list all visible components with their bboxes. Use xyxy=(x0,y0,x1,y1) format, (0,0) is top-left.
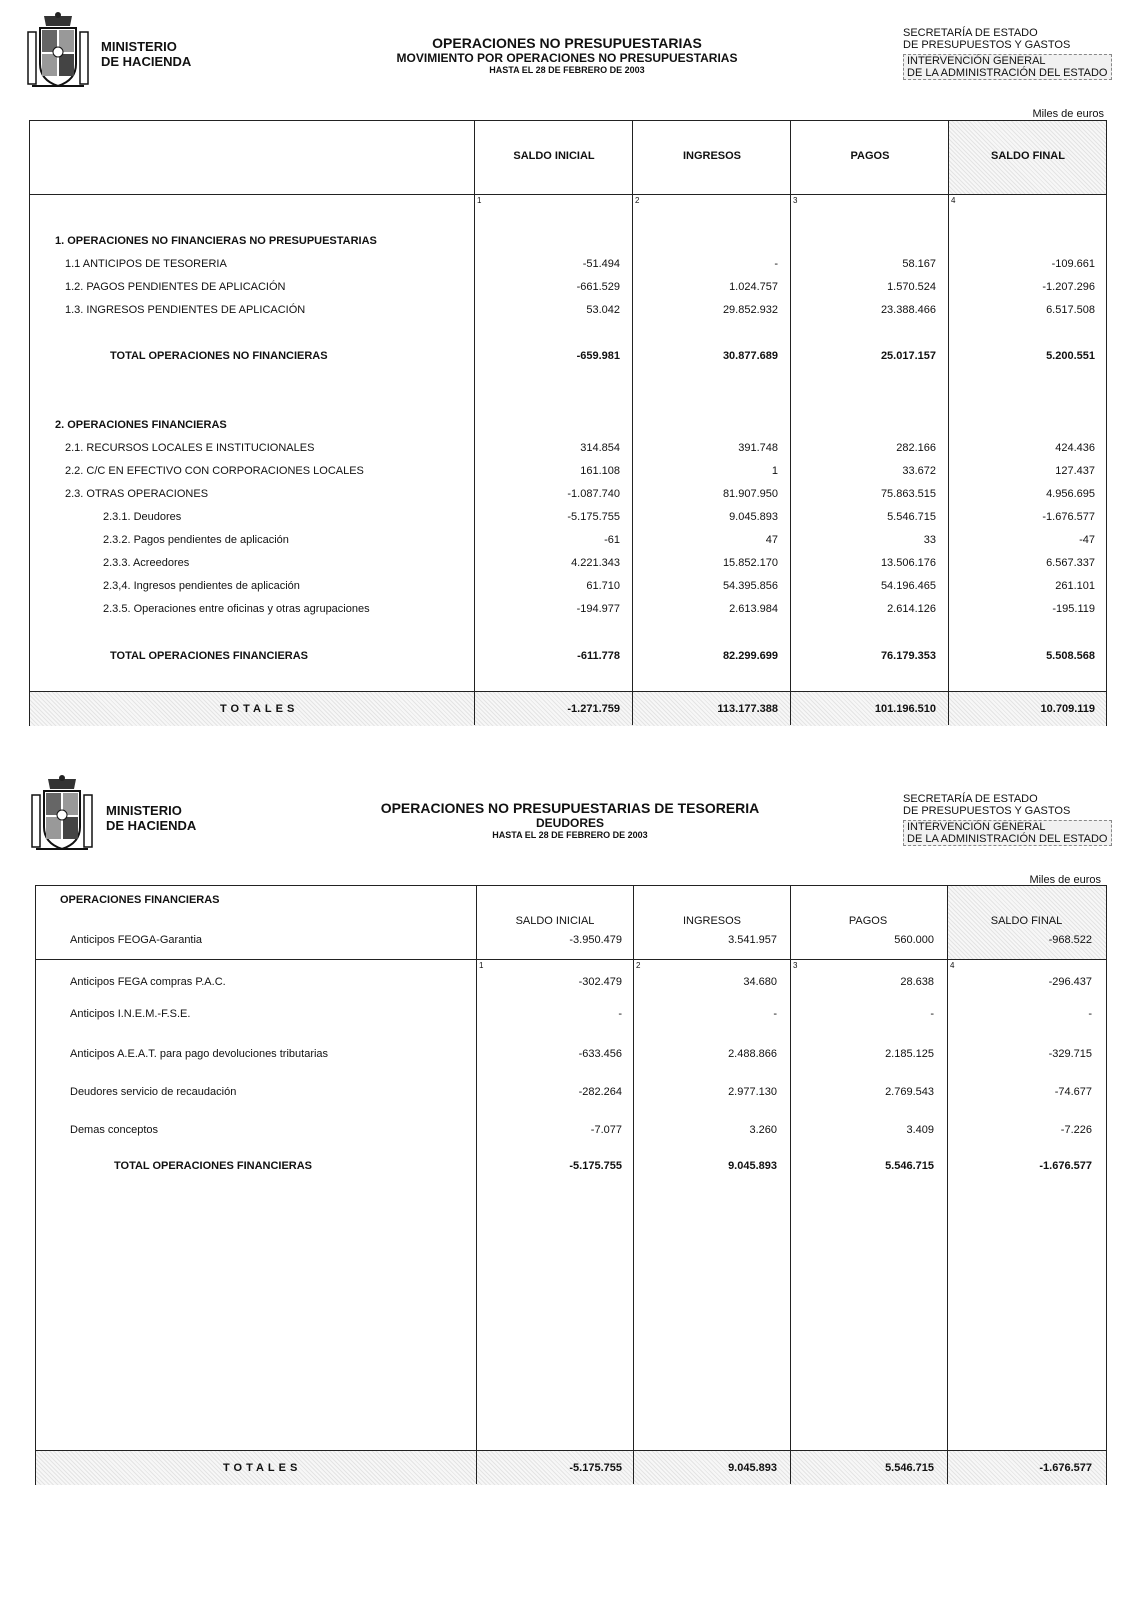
cell-saldo-inicial: 61.710 xyxy=(586,580,620,592)
cell-ingresos: 2.488.866 xyxy=(728,1048,777,1060)
movement-table xyxy=(29,120,1107,726)
col-number-4: 4 xyxy=(951,196,956,205)
cell-pagos: 33 xyxy=(923,534,936,546)
row-label: TOTAL OPERACIONES FINANCIERAS xyxy=(110,650,309,662)
cell-pagos: 2.769.543 xyxy=(885,1086,934,1098)
cell-saldo-inicial: 161.108 xyxy=(580,465,620,477)
cell-pagos: 33.672 xyxy=(902,465,936,477)
intervencion-line-2: DE LA ADMINISTRACIÓN DEL ESTADO xyxy=(907,833,1108,845)
cell-saldo-final: -1.207.296 xyxy=(1042,281,1095,293)
cell-saldo-inicial: -194.977 xyxy=(576,603,620,615)
row-label: 1.2. PAGOS PENDIENTES DE APLICACIÓN xyxy=(65,281,286,293)
table-row xyxy=(30,442,1106,458)
deudores-table xyxy=(35,885,1107,1485)
totals-saldo-inicial: -1.271.759 xyxy=(567,703,620,715)
table-row xyxy=(30,534,1106,550)
cell-saldo-final: 424.436 xyxy=(1055,442,1095,454)
totals-saldo-inicial: -5.175.755 xyxy=(569,1462,622,1474)
cell-saldo-inicial: 53.042 xyxy=(586,304,620,316)
col-number-3: 3 xyxy=(793,196,798,205)
report-subtitle: MOVIMIENTO POR OPERACIONES NO PRESUPUESTARIAS xyxy=(396,51,738,65)
totals-pagos: 5.546.715 xyxy=(885,1462,934,1474)
row-label: 2.1. RECURSOS LOCALES E INSTITUCIONALES xyxy=(65,442,315,454)
row-label: Anticipos FEGA compras P.A.C. xyxy=(70,976,226,988)
cell-saldo-final: 5.508.568 xyxy=(1046,650,1095,662)
report-title-block xyxy=(330,35,804,76)
cell-ingresos: 9.045.893 xyxy=(729,511,778,523)
row-label: 2.3. OTRAS OPERACIONES xyxy=(65,488,209,500)
table-row xyxy=(30,557,1106,573)
cell-ingresos: 47 xyxy=(765,534,778,546)
cell-pagos: 282.166 xyxy=(896,442,936,454)
table-row xyxy=(36,1124,1106,1140)
ministry-line-2: DE HACIENDA xyxy=(106,818,197,833)
units-label: Miles de euros xyxy=(1032,108,1104,120)
cell-saldo-final: 6.567.337 xyxy=(1046,557,1095,569)
ministry-line-1: MINISTERIO xyxy=(101,39,177,54)
cell-saldo-final: -109.661 xyxy=(1051,258,1095,270)
table-header xyxy=(30,121,1106,195)
cell-pagos: 3.409 xyxy=(906,1124,934,1136)
report-date: HASTA EL 28 DE FEBRERO DE 2003 xyxy=(492,830,648,840)
row-label: Demas conceptos xyxy=(70,1124,159,1136)
totals-ingresos: 9.045.893 xyxy=(728,1462,777,1474)
cell-saldo-final: -296.437 xyxy=(1048,976,1092,988)
cell-saldo-inicial: -1.087.740 xyxy=(567,488,620,500)
table-row xyxy=(30,304,1106,320)
cell-saldo-inicial: 314.854 xyxy=(580,442,620,454)
cell-pagos: 2.185.125 xyxy=(885,1048,934,1060)
cell-ingresos: 2.977.130 xyxy=(728,1086,777,1098)
cell-ingresos: 1.024.757 xyxy=(729,281,778,293)
row-label: 2.2. C/C EN EFECTIVO CON CORPORACIONES LOCALES xyxy=(65,465,364,477)
cell-pagos: 5.546.715 xyxy=(885,1160,934,1172)
totals-saldo-final: 10.709.119 xyxy=(1040,703,1095,715)
cell-saldo-inicial: - xyxy=(618,1008,622,1020)
table-row xyxy=(30,258,1106,274)
ministry-name xyxy=(101,39,191,69)
secretaria-block xyxy=(903,793,1112,846)
intervencion-line-2: DE LA ADMINISTRACIÓN DEL ESTADO xyxy=(907,67,1108,79)
cell-pagos: 13.506.176 xyxy=(880,557,936,569)
col-header-ingresos: INGRESOS xyxy=(682,150,742,162)
col-number-4: 4 xyxy=(950,961,955,970)
cell-saldo-inicial: -611.778 xyxy=(577,650,620,662)
table-row xyxy=(30,650,1106,666)
cell-pagos: 54.196.465 xyxy=(880,580,936,592)
row-label: Anticipos I.N.E.M.-F.S.E. xyxy=(70,1008,191,1020)
row-label: 2. OPERACIONES FINANCIERAS xyxy=(55,419,227,431)
table-row xyxy=(30,235,1106,251)
row-label: 2.3.2. Pagos pendientes de aplicación xyxy=(103,534,289,546)
secretaria-line-2: DE PRESUPUESTOS Y GASTOS xyxy=(903,805,1071,817)
row-label: 1.3. INGRESOS PENDIENTES DE APLICACIÓN xyxy=(65,304,306,316)
cell-ingresos: 30.877.689 xyxy=(722,350,778,362)
row-label: TOTAL OPERACIONES NO FINANCIERAS xyxy=(110,350,328,362)
cell-saldo-inicial: -282.264 xyxy=(578,1086,622,1098)
report-title: OPERACIONES NO PRESUPUESTARIAS xyxy=(432,35,702,51)
cell-pagos: 76.179.353 xyxy=(880,650,936,662)
totals-label: TOTALES xyxy=(223,1462,302,1474)
report-2 xyxy=(0,765,1148,1599)
intervencion-box xyxy=(903,820,1112,846)
cell-saldo-final: 4.956.695 xyxy=(1046,488,1095,500)
col-header-saldo-inicial: SALDO INICIAL xyxy=(515,915,595,927)
cell-saldo-inicial: -633.456 xyxy=(578,1048,622,1060)
cell-ingresos: 81.907.950 xyxy=(722,488,778,500)
table-row xyxy=(36,934,1106,950)
row-label: TOTAL OPERACIONES FINANCIERAS xyxy=(114,1160,313,1172)
cell-ingresos: 34.680 xyxy=(743,976,777,988)
row-label: 2.3.1. Deudores xyxy=(103,511,182,523)
report-title: OPERACIONES NO PRESUPUESTARIAS DE TESORERIA xyxy=(380,800,760,816)
ministry-line-1: MINISTERIO xyxy=(106,803,182,818)
row-label: 1. OPERACIONES NO FINANCIERAS NO PRESUPUESTARIAS xyxy=(55,235,377,247)
secretaria-line-2: DE PRESUPUESTOS Y GASTOS xyxy=(903,39,1071,51)
cell-saldo-final: -1.676.577 xyxy=(1039,1160,1092,1172)
col-number-2: 2 xyxy=(636,961,641,970)
cell-ingresos: - xyxy=(773,1008,777,1020)
cell-pagos: 23.388.466 xyxy=(880,304,936,316)
cell-saldo-final: - xyxy=(1088,1008,1092,1020)
totals-row xyxy=(36,1462,1106,1478)
table-row xyxy=(30,488,1106,504)
cell-ingresos: 9.045.893 xyxy=(728,1160,777,1172)
coat-of-arms-icon xyxy=(30,773,94,855)
col-number-2: 2 xyxy=(635,196,640,205)
coat-of-arms-icon xyxy=(26,10,90,92)
report-subtitle: DEUDORES xyxy=(535,816,604,830)
cell-ingresos: 54.395.856 xyxy=(722,580,778,592)
cell-pagos: 5.546.715 xyxy=(887,511,936,523)
row-label: Anticipos FEOGA-Garantia xyxy=(70,934,203,946)
cell-saldo-inicial: -659.981 xyxy=(576,350,620,362)
secretaria-line-1: SECRETARÍA DE ESTADO xyxy=(903,793,1038,805)
row-label: 1.1 ANTICIPOS DE TESORERIA xyxy=(65,258,227,270)
totals-pagos: 101.196.510 xyxy=(874,703,936,715)
table-row xyxy=(30,281,1106,297)
cell-saldo-inicial: 4.221.343 xyxy=(571,557,620,569)
table-row xyxy=(30,350,1106,366)
cell-pagos: 75.863.515 xyxy=(880,488,936,500)
cell-pagos: 2.614.126 xyxy=(887,603,936,615)
col-header-saldo-final: SALDO FINAL xyxy=(990,915,1063,927)
cell-saldo-final: -7.226 xyxy=(1060,1124,1092,1136)
table-row xyxy=(36,1048,1106,1064)
cell-saldo-final: -968.522 xyxy=(1048,934,1092,946)
row-label: Deudores servicio de recaudación xyxy=(70,1086,237,1098)
table-row xyxy=(30,580,1106,596)
cell-pagos: 1.570.524 xyxy=(887,281,936,293)
secretaria-line-1: SECRETARÍA DE ESTADO xyxy=(903,27,1038,39)
cell-saldo-inicial: -302.479 xyxy=(578,976,622,988)
table-row xyxy=(36,976,1106,992)
report-title-block xyxy=(330,800,810,841)
totals-saldo-final: -1.676.577 xyxy=(1039,1462,1092,1474)
cell-ingresos: 1 xyxy=(771,465,778,477)
cell-pagos: 58.167 xyxy=(902,258,936,270)
cell-pagos: 28.638 xyxy=(900,976,934,988)
col-number-3: 3 xyxy=(793,961,798,970)
cell-saldo-inicial: -61 xyxy=(604,534,620,546)
cell-saldo-final: -195.119 xyxy=(1052,603,1095,615)
secretaria-block xyxy=(903,27,1112,80)
cell-ingresos: 391.748 xyxy=(738,442,778,454)
row-label: OPERACIONES FINANCIERAS xyxy=(60,894,220,906)
table-row xyxy=(36,1086,1106,1102)
table-row xyxy=(36,1160,1106,1176)
cell-saldo-inicial: -51.494 xyxy=(582,258,620,270)
col-number-1: 1 xyxy=(479,961,484,970)
col-header-saldo-inicial: SALDO INICIAL xyxy=(513,150,595,162)
table-row xyxy=(30,511,1106,527)
col-header-pagos: PAGOS xyxy=(850,150,890,162)
cell-saldo-inicial: -5.175.755 xyxy=(569,1160,622,1172)
col-header-pagos: PAGOS xyxy=(848,915,888,927)
totals-label: TOTALES xyxy=(220,703,299,715)
cell-saldo-inicial: -7.077 xyxy=(590,1124,622,1136)
col-number-1: 1 xyxy=(477,196,482,205)
units-label: Miles de euros xyxy=(1029,874,1101,886)
intervencion-line-1: INTERVENCIÓN GENERAL xyxy=(907,821,1046,833)
col-header-ingresos: INGRESOS xyxy=(682,915,742,927)
cell-saldo-inicial: -661.529 xyxy=(576,281,620,293)
cell-pagos: - xyxy=(930,1008,934,1020)
cell-saldo-inicial: -5.175.755 xyxy=(567,511,620,523)
cell-saldo-final: -74.677 xyxy=(1054,1086,1092,1098)
cell-ingresos: 3.541.957 xyxy=(728,934,777,946)
cell-pagos: 560.000 xyxy=(894,934,934,946)
table-row xyxy=(30,603,1106,619)
cell-saldo-final: 261.101 xyxy=(1055,580,1095,592)
cell-ingresos: 82.299.699 xyxy=(722,650,778,662)
cell-saldo-final: 5.200.551 xyxy=(1046,350,1095,362)
row-label: Anticipos A.E.A.T. para pago devoluciones tributarias xyxy=(70,1048,329,1060)
cell-saldo-final: -329.715 xyxy=(1048,1048,1092,1060)
cell-saldo-final: -47 xyxy=(1079,534,1095,546)
cell-ingresos: 3.260 xyxy=(749,1124,777,1136)
cell-saldo-inicial: -3.950.479 xyxy=(569,934,622,946)
report-date: HASTA EL 28 DE FEBRERO DE 2003 xyxy=(489,65,645,75)
row-label: 2.3.3. Acreedores xyxy=(103,557,190,569)
table-row xyxy=(36,894,1106,910)
cell-saldo-final: 6.517.508 xyxy=(1046,304,1095,316)
cell-ingresos: - xyxy=(774,258,778,270)
intervencion-line-1: INTERVENCIÓN GENERAL xyxy=(907,55,1046,67)
row-label: 2.3.5. Operaciones entre oficinas y otras agrupaciones xyxy=(103,603,370,615)
table-row xyxy=(30,465,1106,481)
cell-ingresos: 15.852.170 xyxy=(722,557,778,569)
col-header-saldo-final: SALDO FINAL xyxy=(991,150,1065,162)
row-label: 2.3,4. Ingresos pendientes de aplicación xyxy=(103,580,300,592)
totals-ingresos: 113.177.388 xyxy=(717,703,778,715)
intervencion-box xyxy=(903,54,1112,80)
totals-row xyxy=(30,703,1106,719)
table-row xyxy=(30,419,1106,435)
ministry-line-2: DE HACIENDA xyxy=(101,54,192,69)
table-row xyxy=(36,1008,1106,1024)
report-1 xyxy=(0,0,1148,760)
cell-ingresos: 2.613.984 xyxy=(729,603,778,615)
cell-saldo-final: -1.676.577 xyxy=(1042,511,1095,523)
ministry-name xyxy=(106,803,196,833)
cell-pagos: 25.017.157 xyxy=(880,350,936,362)
cell-saldo-final: 127.437 xyxy=(1055,465,1095,477)
cell-ingresos: 29.852.932 xyxy=(722,304,778,316)
